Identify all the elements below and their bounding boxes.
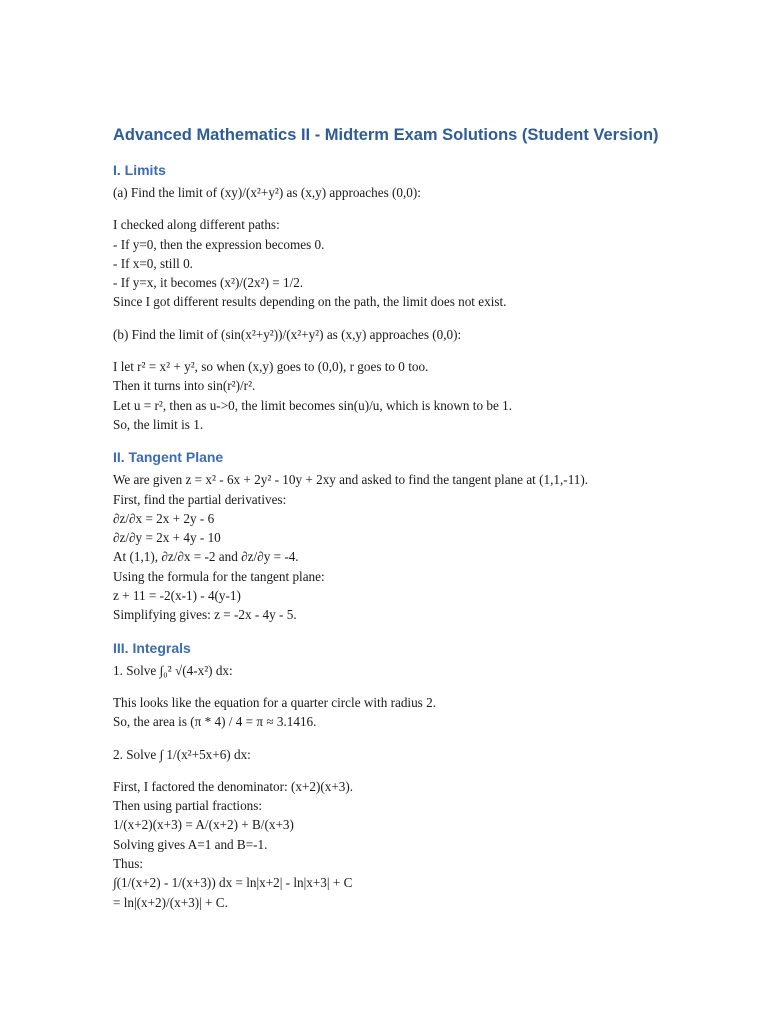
tangent-line: Simplifying gives: z = -2x - 4y - 5. [113, 607, 297, 623]
answer-b-line: I let r² = x² + y², so when (x,y) goes to (0,0), r goes to 0 too. [113, 359, 429, 375]
answer-a-line: - If x=0, still 0. [113, 255, 193, 271]
question-b: (b) Find the limit of (sin(x²+y²))/(x²+y²) as (x,y) approaches (0,0): [113, 326, 462, 342]
answer-a-line: - If y=0, then the expression becomes 0. [113, 236, 325, 252]
integral-question-1: 1. Solve ∫₀² √(4-x²) dx: [113, 662, 233, 678]
answer-a-line: I checked along different paths: [113, 217, 280, 233]
integral-answer-2-line: Thus: [113, 856, 144, 872]
integral-answer-2-line: ∫(1/(x+2) - 1/(x+3)) dx = ln|x+2| - ln|x+3| + C [113, 875, 353, 891]
integral-answer-2-line: = ln|(x+2)/(x+3)| + C. [113, 894, 228, 910]
integral-answer-1-line: This looks like the equation for a quarter circle with radius 2. [113, 694, 436, 710]
answer-b-line: So, the limit is 1. [113, 416, 204, 432]
tangent-line: We are given z = x² - 6x + 2y² - 10y + 2xy and asked to find the tangent plane at (1,1,-11). [113, 472, 589, 488]
tangent-line: ∂z/∂y = 2x + 4y - 10 [113, 530, 221, 546]
answer-b-line: Then it turns into sin(r²)/r². [113, 378, 256, 394]
section-heading-limits: I. Limits [113, 162, 166, 178]
answer-b-line: Let u = r², then as u->0, the limit becomes sin(u)/u, which is known to be 1. [113, 397, 512, 413]
tangent-line: ∂z/∂x = 2x + 2y - 6 [113, 510, 215, 526]
section-heading-tangent-plane: II. Tangent Plane [113, 449, 224, 466]
page-title: Advanced Mathematics II - Midterm Exam Solutions (Student Version) [113, 126, 659, 144]
document-body [113, 123, 733, 912]
integral-answer-2-line: Then using partial fractions: [113, 798, 263, 814]
answer-a-line: - If y=x, it becomes (x²)/(2x²) = 1/2. [113, 275, 304, 291]
tangent-line: z + 11 = -2(x-1) - 4(y-1) [113, 588, 241, 604]
integral-question-2: 2. Solve ∫ 1/(x²+5x+6) dx: [113, 746, 251, 762]
integral-answer-1-line: So, the area is (π * 4) / 4 = π ≈ 3.1416. [113, 714, 317, 730]
integral-answer-2-line: Solving gives A=1 and B=-1. [113, 836, 268, 852]
section-heading-integrals: III. Integrals [113, 639, 191, 656]
tangent-line: First, find the partial derivatives: [113, 491, 287, 507]
integral-answer-2-line: 1/(x+2)(x+3) = A/(x+2) + B/(x+3) [113, 817, 294, 833]
tangent-line: At (1,1), ∂z/∂x = -2 and ∂z/∂y = -4. [113, 549, 299, 565]
answer-a-line: Since I got different results depending on the path, the limit does not exist. [113, 294, 507, 310]
question-a: (a) Find the limit of (xy)/(x²+y²) as (x,y) approaches (0,0): [113, 185, 421, 200]
tangent-line: Using the formula for the tangent plane: [113, 568, 325, 584]
integral-answer-2-line: First, I factored the denominator: (x+2)(x+3). [113, 778, 354, 794]
